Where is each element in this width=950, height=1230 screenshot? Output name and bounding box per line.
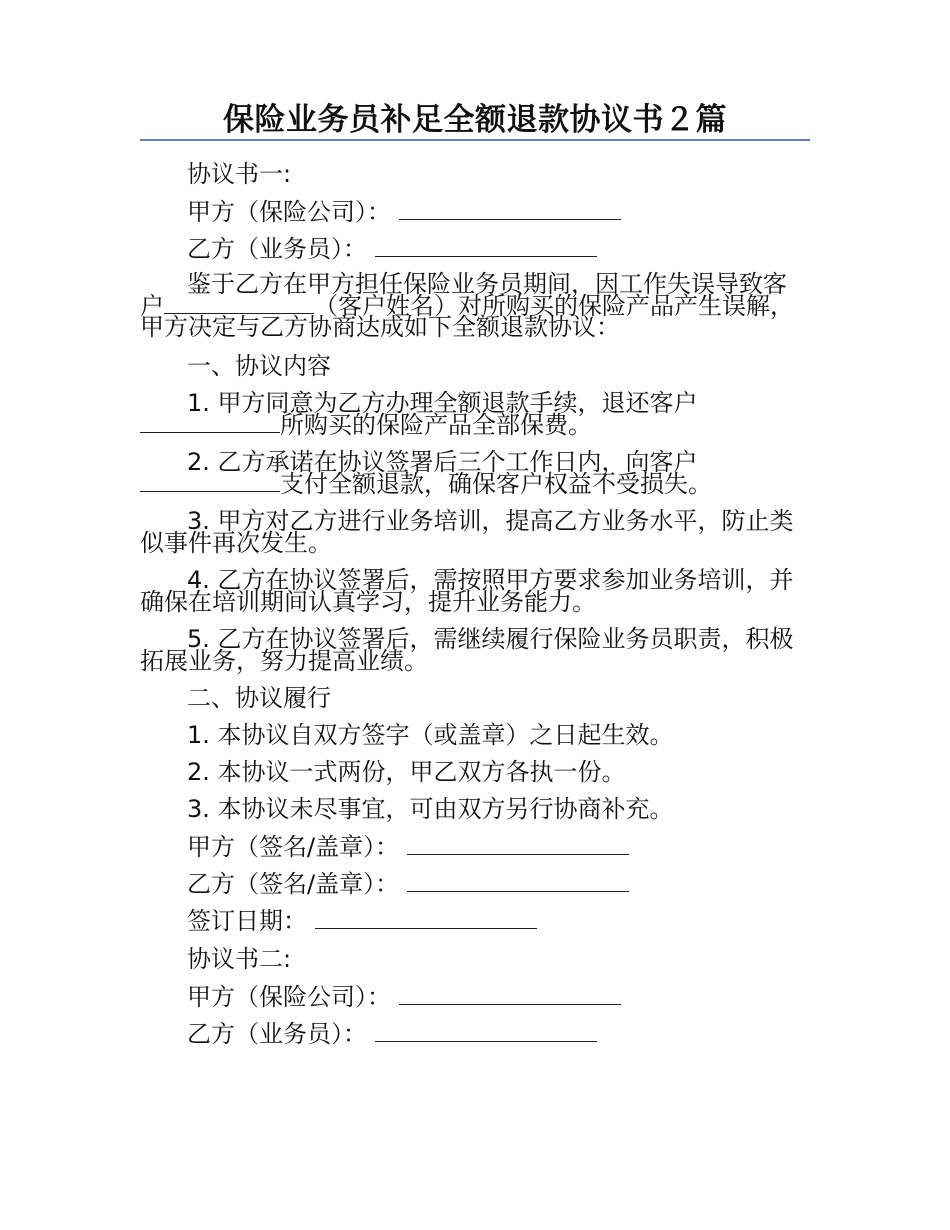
agreement1-heading: 协议书一: (187, 160, 292, 188)
item2-line-1: 2. 乙方承诺在协议签署后三个工作日内，向客户 (187, 448, 698, 476)
intro-line-1: 鉴于乙方在甲方担任保险业务员期间，因工作失误导致客 (187, 270, 787, 298)
item5-line-1: 5. 乙方在协议签署后，需继续履行保险业务员职责，积极 (187, 625, 794, 653)
item4-line-2: 确保在培训期间认真学习，提升业务能力。 (140, 588, 596, 616)
performance-item-2: 2. 本协议一式两份，甲乙双方各执一份。 (187, 758, 626, 786)
item3-paragraph (140, 507, 812, 557)
signature-b-blank (407, 869, 629, 892)
agreement1-party-a (140, 197, 859, 226)
party-b-blank (375, 234, 597, 257)
party-a-label: 甲方（保险公司）： (187, 198, 391, 226)
item1-line-2: 所购买的保险产品全部保费。 (140, 414, 812, 436)
section2-heading: 二、协议履行 (187, 684, 331, 712)
signing-date-blank (315, 906, 537, 929)
item3-line-2: 似事件再次发生。 (140, 529, 332, 557)
signature-a-label: 甲方（签名/盖章）： (187, 833, 400, 861)
performance-item-3: 3. 本协议未尽事宜，可由双方另行协商补充。 (187, 795, 674, 823)
item4-paragraph (140, 566, 812, 616)
agreement2-party-a-label: 甲方（保险公司）： (187, 983, 391, 1011)
party-a-blank (399, 197, 621, 220)
party-b-label: 乙方（业务员）： (187, 235, 367, 263)
agreement2-party-b-label: 乙方（业务员）： (187, 1020, 367, 1048)
agreement2-party-b-blank (375, 1019, 597, 1042)
item2-paragraph (140, 448, 812, 498)
item5-paragraph (140, 625, 812, 675)
item5-line-2: 拓展业务，努力提高业绩。 (140, 647, 428, 675)
performance-item-1: 1. 本协议自双方签字（或盖章）之日起生效。 (187, 721, 674, 749)
signing-date (140, 906, 859, 935)
intro-paragraph (140, 270, 812, 341)
agreement2-party-a-blank (399, 982, 621, 1005)
item2-blank (140, 473, 280, 492)
signature-a-blank (407, 832, 629, 855)
item1-line-1: 1. 甲方同意为乙方办理全额退款手续，退还客户 (187, 389, 698, 417)
intro-line-2: 户 （客户姓名）对所购买的保险产品产生误解， (140, 292, 794, 320)
agreement2-party-b (140, 1019, 859, 1048)
signature-b-label: 乙方（签名/盖章）： (187, 870, 400, 898)
item1-blank (140, 414, 280, 433)
agreement2-heading: 协议书二: (187, 945, 292, 973)
signature-party-b (140, 869, 859, 898)
item1-paragraph (140, 389, 812, 439)
signature-party-a (140, 832, 859, 861)
item2-line-2: 支付全额退款，确保客户权益不受损失。 (140, 473, 812, 495)
item4-line-1: 4. 乙方在协议签署后，需按照甲方要求参加业务培训，并 (187, 566, 794, 594)
section1-heading: 一、协议内容 (187, 352, 331, 380)
intro-line-3: 甲方决定与乙方协商达成如下全额退款协议： (140, 313, 620, 341)
signing-date-label: 签订日期： (187, 907, 307, 935)
agreement1-party-b (140, 234, 859, 263)
agreement2-party-a (140, 982, 859, 1011)
item3-line-1: 3. 甲方对乙方进行业务培训，提高乙方业务水平，防止类 (187, 507, 794, 535)
title-underline (140, 139, 810, 141)
client-name-blank (164, 295, 314, 314)
document-title: 保险业务员补足全额退款协议书２篇 (223, 102, 727, 138)
